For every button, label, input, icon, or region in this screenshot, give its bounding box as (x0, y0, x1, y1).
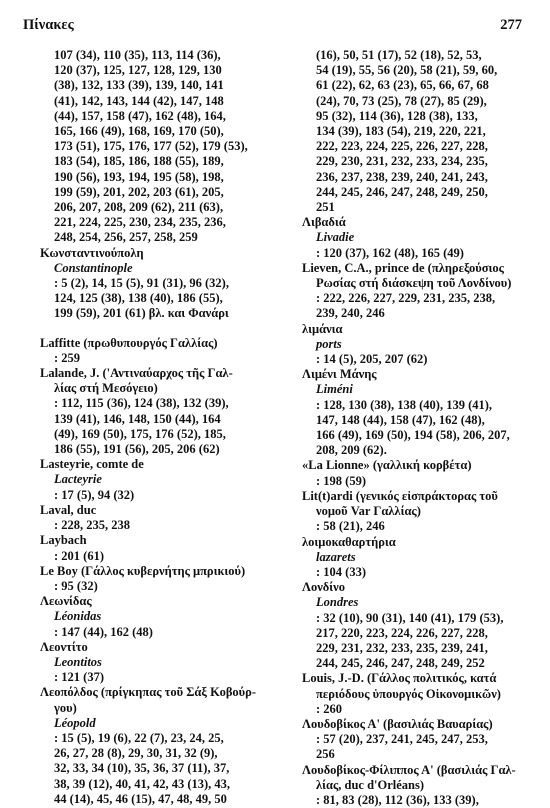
index-references: γου) (54, 700, 77, 715)
index-references: 61 (22), 62, 63 (23), 65, 66, 67, 68 (316, 78, 489, 93)
index-references: 208, 209 (62). (316, 443, 387, 458)
index-references: λίας στή Μεσόγειο) (54, 381, 158, 396)
index-references: : 5 (2), 14, 15 (5), 91 (31), 96 (32), (54, 276, 229, 291)
index-references: : 17 (5), 94 (32) (54, 487, 135, 502)
index-references: : 147 (44), 162 (48) (54, 624, 153, 639)
index-references: : 15 (5), 19 (6), 22 (7), 23, 24, 25, (54, 730, 224, 745)
index-references: 165, 166 (49), 168, 169, 170 (50), (54, 124, 224, 139)
index-column-right (302, 48, 527, 808)
index-term-foreign: Léonidas (54, 609, 102, 624)
index-references: 38, 39 (12), 40, 41, 42, 43 (13), 43, (54, 776, 231, 791)
index-references: 166 (49), 169 (50), 194 (58), 206, 207, (316, 428, 510, 443)
index-references: : 14 (5), 205, 207 (62) (316, 352, 428, 367)
index-references: 229, 230, 231, 232, 233, 234, 235, (316, 154, 488, 169)
index-term-foreign: lazarets (316, 549, 356, 564)
index-references: 173 (51), 175, 176, 177 (52), 179 (53), (54, 139, 248, 154)
index-references: 199 (59), 201, 202, 203 (61), 205, (54, 184, 224, 199)
index-term-foreign: Livadie (316, 230, 355, 245)
index-term: Λιμένι Μάνης (302, 367, 377, 382)
index-references: Ρωσίας στή διάσκεψη τοῦ Λονδίνου) (316, 276, 512, 291)
page-number: 277 (500, 17, 522, 33)
index-references: 190 (56), 193, 194, 195 (58), 198, (54, 169, 224, 184)
index-references: (44), 157, 158 (47), 162 (48), 164, (54, 108, 226, 123)
index-references: : 81, 83 (28), 112 (36), 133 (39), (316, 792, 479, 807)
index-references: 222, 223, 224, 225, 226, 227, 228, (316, 139, 488, 154)
index-references: : 120 (37), 162 (48), 165 (49) (316, 245, 464, 260)
index-term: Le Boy (Γάλλος κυβερνήτης μπρικιού) (40, 563, 246, 578)
index-term: Λιβαδιά (302, 215, 346, 230)
index-references: (41), 142, 143, 144 (42), 147, 148 (54, 93, 224, 108)
index-references: 32, 33, 34 (10), 35, 36, 37 (11), 37, (54, 761, 230, 776)
index-references: 186 (55), 191 (56), 205, 206 (62) (54, 442, 220, 457)
running-head: Πίνακες (23, 17, 74, 33)
index-references: 44 (14), 45, 46 (15), 47, 48, 49, 50 (54, 791, 227, 806)
index-references: : 112, 115 (36), 124 (38), 132 (39), (54, 396, 229, 411)
index-term-foreign: Londres (316, 595, 359, 610)
index-references: 221, 224, 225, 230, 234, 235, 236, (54, 215, 226, 230)
index-references: 183 (54), 185, 186, 188 (55), 189, (54, 154, 224, 169)
index-references: 236, 237, 238, 239, 240, 241, 243, (316, 169, 488, 184)
index-term: Λεοπόλδος (πρίγκηπας τοῦ Σάξ Κοβούρ- (40, 685, 256, 700)
index-term: Lieven, C.A., prince de (πληρεξούσιος (302, 260, 504, 275)
index-term: Λουδοβίκος-Φίλιππος Α' (βασιλιάς Γαλ- (302, 762, 516, 777)
index-references: : 104 (33) (316, 564, 366, 579)
index-references: (38), 132, 133 (39), 139, 140, 141 (54, 78, 224, 93)
index-references: : 32 (10), 90 (31), 140 (41), 179 (53), (316, 610, 504, 625)
index-term: Λεωνίδας (40, 594, 92, 609)
page-header (23, 17, 522, 34)
index-column-left (40, 48, 262, 807)
index-references: : 58 (21), 246 (316, 519, 385, 534)
index-references: 256 (316, 747, 335, 762)
index-references: : 201 (61) (54, 548, 104, 563)
index-references: 217, 220, 223, 224, 226, 227, 228, (316, 625, 488, 640)
index-term: Laval, duc (40, 502, 97, 517)
index-references: 147, 148 (44), 158 (47), 162 (48), (316, 412, 485, 427)
index-references: (16), 50, 51 (17), 52 (18), 52, 53, (316, 48, 482, 62)
index-term: Κωνσταντινούπολη (40, 245, 144, 260)
index-references: : 95 (32) (54, 578, 98, 593)
index-references: : 259 (54, 350, 81, 365)
index-references: 107 (34), 110 (35), 113, 114 (36), (54, 48, 221, 62)
index-references: (49), 169 (50), 175, 176 (52), 185, (54, 426, 226, 441)
index-references: (24), 70, 73 (25), 78 (27), 85 (29), (316, 93, 487, 108)
index-term: Louis, J.-D. (Γάλλος πολιτικός, κατά (302, 671, 497, 686)
index-term: «La Lionne» (γαλλική κορβέτα) (302, 458, 472, 473)
index-references: 244, 245, 246, 247, 248, 249, 252 (316, 656, 485, 671)
index-references: : 228, 235, 238 (54, 518, 131, 533)
index-references: 239, 240, 246 (316, 306, 385, 321)
index-references: 206, 207, 208, 209 (62), 211 (63), (54, 200, 224, 215)
index-references: περιόδους ὑπουργός Οἰκονομικῶν) (316, 686, 501, 701)
index-references: 251 (316, 200, 335, 215)
index-references: 54 (19), 55, 56 (20), 58 (21), 59, 60, (316, 63, 498, 78)
index-references: 139 (41), 146, 148, 150 (44), 164 (54, 411, 221, 426)
index-term: Lit(t)ardi (γενικός εἰσπράκτορας τοῦ (302, 488, 498, 503)
index-term: Λονδίνο (302, 580, 345, 595)
index-references: : 222, 226, 227, 229, 231, 235, 238, (316, 291, 496, 306)
index-references: 229, 231, 232, 233, 235, 239, 241, (316, 640, 488, 655)
index-references: : 260 (316, 701, 343, 716)
index-references: 95 (32), 114 (36), 128 (38), 133, (316, 108, 478, 123)
index-references: λίας, duc d'Orléans) (316, 777, 425, 792)
index-term-foreign: Léopold (54, 715, 96, 730)
index-term: Lasteyrie, comte de (40, 457, 144, 472)
index-term-foreign: ports (316, 336, 342, 351)
index-references: 248, 254, 256, 257, 258, 259 (54, 230, 198, 245)
index-references: 120 (37), 125, 127, 128, 129, 130 (54, 63, 222, 78)
index-references: : 121 (37) (54, 670, 104, 685)
index-references: : 57 (20), 237, 241, 245, 247, 253, (316, 732, 488, 747)
index-references: 124, 125 (38), 138 (40), 186 (55), (54, 291, 223, 306)
index-term: Laybach (40, 533, 87, 548)
index-term: λοιμοκαθαρτήρια (302, 534, 396, 549)
index-references: 134 (39), 183 (54), 219, 220, 221, (316, 124, 486, 139)
index-references: νομοῦ Var Γαλλίας) (316, 504, 421, 519)
index-term-foreign: Constantinople (54, 260, 133, 275)
index-references: 26, 27, 28 (8), 29, 30, 31, 32 (9), (54, 746, 218, 761)
index-term: Λεοντίτο (40, 639, 88, 654)
index-term-foreign: Lacteyrie (54, 472, 102, 487)
index-term: λιμάνια (302, 321, 343, 336)
index-term: Lalande, J. ('Αντιναύαρχος τῆς Γαλ- (40, 366, 233, 381)
index-references: 244, 245, 246, 247, 248, 249, 250, (316, 184, 488, 199)
index-term-foreign: Leontitos (54, 654, 102, 669)
index-references: : 198 (59) (316, 473, 366, 488)
index-term: Λουδοβίκος Α' (βασιλιάς Βαυαρίας) (302, 716, 493, 731)
index-references: : 128, 130 (38), 138 (40), 139 (41), (316, 397, 493, 412)
index-term-foreign: Liméni (316, 382, 353, 397)
index-references: 199 (59), 201 (61) βλ. και Φανάρι (54, 306, 229, 321)
index-term: Laffitte (πρωθυπουργός Γαλλίας) (40, 335, 218, 350)
